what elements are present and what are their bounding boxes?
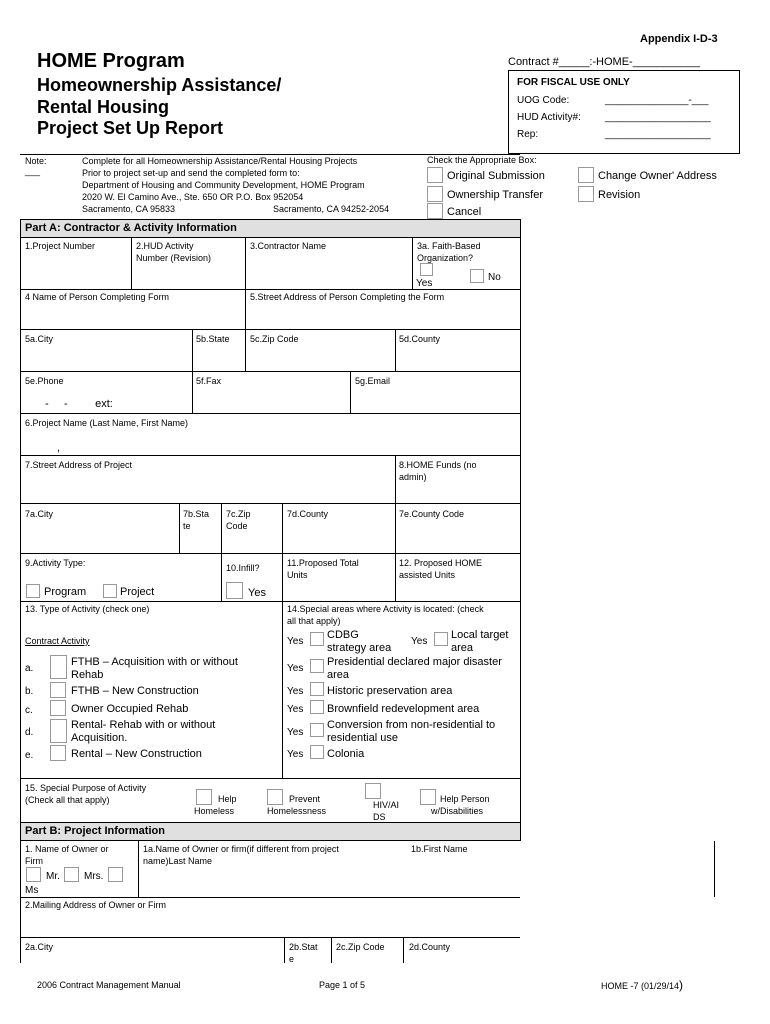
brownfield-yes-label: Yes	[287, 704, 304, 715]
help-homeless-label: Help	[218, 794, 237, 804]
state-7b-label-2: te	[183, 521, 191, 531]
prevent-homelessness-label: Prevent	[289, 794, 321, 804]
change-owner-address-label: Change Owner' Address	[598, 170, 717, 182]
check-box-heading: Check the Appropriate Box:	[427, 155, 537, 165]
state-5b-label: 5b.State	[196, 334, 230, 344]
option-d-checkbox[interactable]	[50, 719, 67, 743]
rep-label: Rep:	[517, 129, 539, 140]
revision-checkbox[interactable]	[578, 186, 594, 202]
note-line1: Complete for all Homeownership Assistance/Rental Housing Projects	[82, 156, 358, 166]
local-target-label: Local target	[451, 629, 509, 641]
option-a-checkbox[interactable]	[50, 655, 67, 679]
note-label: Note:	[25, 156, 47, 166]
phone-field[interactable]: - - ext:	[45, 398, 113, 410]
local-target-checkbox[interactable]	[434, 632, 448, 646]
part-b-heading: Part B: Project Information	[20, 822, 521, 841]
zip-7c-label-2: Code	[226, 521, 248, 531]
project-checkbox[interactable]	[103, 584, 117, 598]
mrs-checkbox[interactable]	[64, 867, 79, 882]
special-areas-label: 14.Special areas where Activity is located: (check	[287, 604, 484, 614]
faith-based-no-label: No	[488, 272, 501, 283]
city-7a-label: 7a.City	[25, 509, 54, 519]
total-units-label: 11.Proposed Total	[287, 558, 359, 568]
project-label: Project	[120, 586, 155, 598]
footer-form-id	[601, 980, 683, 992]
zip-2c-label: 2c.Zip Code	[336, 942, 385, 952]
project-name-label: 6.Project Name (Last Name, First Name)	[25, 418, 189, 428]
project-number-label: 1.Project Number	[25, 241, 96, 251]
historic-yes-label: Yes	[287, 686, 304, 697]
note-line2: Prior to project set-up and send the completed form to:	[82, 168, 300, 178]
county-2d-label: 2d.County	[409, 942, 451, 952]
infill-yes-label: Yes	[248, 587, 266, 599]
hud-activity-label: HUD Activity#:	[517, 112, 581, 123]
presidential-label-2: area	[327, 669, 350, 681]
conversion-label: Conversion from non-residential to	[327, 719, 496, 731]
hud-activity-field[interactable]: ___________________	[605, 112, 711, 123]
owner-name-label-2: Firm	[25, 856, 43, 866]
option-b-label: b.	[25, 686, 34, 697]
help-homeless-label-2: Homeless	[194, 806, 235, 816]
original-submission-label: Original Submission	[447, 170, 545, 182]
option-a-text: FTHB – Acquisition with or without	[71, 656, 238, 668]
help-disabilities-checkbox[interactable]	[420, 789, 436, 805]
note-underline: ___	[25, 166, 41, 176]
special-purpose-label-2: (Check all that apply)	[25, 795, 110, 805]
county-code-7e-label: 7e.County Code	[399, 509, 465, 519]
activity-type-label: 9.Activity Type:	[25, 558, 86, 568]
ownership-transfer-label: Ownership Transfer	[447, 189, 543, 201]
type-of-activity-label: 13. Type of Activity (check one)	[25, 604, 150, 614]
page-title-line3: Rental Housing	[37, 97, 170, 117]
option-d-label: d.	[25, 727, 34, 738]
page-title-line1: HOME Program	[37, 50, 185, 72]
zip-7c-label: 7c.Zip	[226, 509, 251, 519]
fiscal-heading: FOR FISCAL USE ONLY	[517, 77, 630, 88]
conversion-checkbox[interactable]	[310, 723, 324, 737]
hiv-aids-label: HIV/AI	[373, 800, 400, 810]
uog-label: UOG Code:	[517, 95, 570, 106]
prevent-homelessness-checkbox[interactable]	[267, 789, 283, 805]
hiv-aids-label-2: DS	[373, 812, 386, 822]
person-completing-label: 4 Name of Person Completing Form	[25, 292, 170, 302]
cdbg-label: CDBG	[327, 629, 359, 641]
contract-activity-label: Contract Activity	[25, 636, 90, 646]
infill-yes-checkbox[interactable]	[226, 582, 243, 599]
option-e-label: e.	[25, 750, 34, 761]
home-assisted-units-label-2: assisted Units	[399, 570, 456, 580]
brownfield-checkbox[interactable]	[310, 700, 324, 714]
rep-field[interactable]: ___________________	[605, 129, 711, 140]
cdbg-yes-label: Yes	[287, 636, 304, 647]
home-assisted-units-label: 12. Proposed HOME	[399, 558, 483, 568]
project-name-field[interactable]: ,	[57, 442, 61, 454]
option-c-checkbox[interactable]	[50, 700, 66, 716]
home-funds-label-2: admin)	[399, 472, 427, 482]
faith-based-yes-label: Yes	[416, 278, 433, 289]
note-line5a: Sacramento, CA 95833	[82, 204, 176, 214]
appendix-label: Appendix I-D-3	[640, 33, 718, 45]
owner-name-label: 1. Name of Owner or	[25, 844, 109, 854]
option-a-text-2: Rehab	[71, 669, 104, 681]
cancel-checkbox[interactable]	[427, 203, 443, 219]
conversion-label-2: residential use	[327, 732, 398, 744]
cancel-label: Cancel	[447, 206, 482, 218]
colonia-yes-label: Yes	[287, 749, 304, 760]
note-line4: 2020 W. El Camino Ave., Ste. 650 OR P.O. Box 952054	[82, 192, 304, 202]
project-street-label: 7.Street Address of Project	[25, 460, 133, 470]
presidential-yes-label: Yes	[287, 663, 304, 674]
state-7b-label: 7b.Sta	[183, 509, 210, 519]
zip-5c-label: 5c.Zip Code	[250, 334, 299, 344]
fax-5f-label: 5f.Fax	[196, 376, 222, 386]
option-e-checkbox[interactable]	[50, 745, 66, 761]
page-title-line2: Homeownership Assistance/	[37, 75, 282, 95]
historic-label: Historic preservation area	[327, 685, 453, 697]
faith-based-no-checkbox[interactable]	[470, 269, 484, 283]
special-purpose-label: 15. Special Purpose of Activity	[25, 783, 147, 793]
cdbg-label-2: strategy area	[327, 642, 392, 654]
original-submission-checkbox[interactable]	[427, 167, 443, 183]
faith-based-label-2: Organization?	[417, 253, 474, 263]
ownership-transfer-checkbox[interactable]	[427, 186, 443, 202]
help-homeless-checkbox[interactable]	[196, 789, 212, 805]
faith-based-yes-checkbox[interactable]	[420, 263, 433, 276]
change-owner-address-checkbox[interactable]	[578, 167, 594, 183]
help-disabilities-label-2: w/Disabilities	[431, 806, 484, 816]
conversion-yes-label: Yes	[287, 727, 304, 738]
page-title-line4: Project Set Up Report	[37, 118, 224, 138]
historic-checkbox[interactable]	[310, 682, 324, 696]
hiv-aids-checkbox[interactable]	[365, 783, 381, 799]
owner-first-name-label: 1b.First Name	[411, 844, 468, 854]
option-e-text: Rental – New Construction	[71, 748, 202, 760]
revision-label: Revision	[598, 189, 641, 201]
option-d-text-2: Acquisition.	[71, 732, 128, 744]
cdbg-checkbox[interactable]	[310, 632, 324, 646]
county-7d-label: 7d.County	[287, 509, 329, 519]
prevent-homelessness-label-2: Homelessness	[267, 806, 327, 816]
option-a-label: a.	[25, 663, 34, 674]
special-areas-label-2: all that apply)	[287, 616, 341, 626]
option-d-text: Rental- Rehab with or without	[71, 719, 216, 731]
note-line5b: Sacramento, CA 94252-2054	[273, 204, 390, 214]
state-2b-label: 2b.Stat	[289, 942, 318, 952]
mr-checkbox[interactable]	[26, 867, 41, 882]
home-funds-label: 8.HOME Funds (no	[399, 460, 477, 470]
program-label: Program	[44, 586, 87, 598]
county-5d-label: 5d.County	[399, 334, 441, 344]
mailing-address-label: 2.Mailing Address of Owner or Firm	[25, 900, 167, 910]
hud-activity-number-label: 2.HUD Activity	[136, 241, 194, 251]
state-2b-label-2: e	[289, 954, 295, 964]
program-checkbox[interactable]	[26, 584, 40, 598]
presidential-checkbox[interactable]	[310, 659, 324, 673]
hud-activity-number-label-2: Number (Revision)	[136, 253, 212, 263]
option-b-checkbox[interactable]	[50, 682, 66, 698]
mrs-label: Mrs.	[84, 871, 104, 882]
ms-checkbox[interactable]	[108, 867, 123, 882]
owner-last-name-label: 1a.Name of Owner or firm(if different from project	[143, 844, 339, 854]
city-5a-label: 5a.City	[25, 334, 54, 344]
footer-manual: 2006 Contract Management Manual	[37, 980, 181, 990]
option-c-label: c.	[25, 705, 33, 716]
part-a-heading: Part A: Contractor & Activity Information	[20, 219, 521, 238]
contractor-name-label: 3.Contractor Name	[250, 241, 327, 251]
infill-label: 10.Infill?	[226, 563, 260, 573]
presidential-label: Presidential declared major disaster	[327, 656, 502, 668]
brownfield-label: Brownfield redevelopment area	[327, 703, 480, 715]
colonia-label: Colonia	[327, 748, 365, 760]
colonia-checkbox[interactable]	[310, 745, 324, 759]
city-2a-label: 2a.City	[25, 942, 54, 952]
email-5g-label: 5g.Email	[355, 376, 391, 386]
contract-number-field[interactable]: Contract #_____:-HOME-___________	[508, 56, 701, 68]
option-b-text: FTHB – New Construction	[71, 685, 199, 697]
mr-label: Mr.	[46, 871, 60, 882]
person-street-label: 5.Street Address of Person Completing the Form	[250, 292, 445, 302]
note-line3: Department of Housing and Community Development, HOME Program	[82, 180, 365, 190]
total-units-label-2: Units	[287, 570, 308, 580]
faith-based-label: 3a. Faith-Based	[417, 241, 481, 251]
fiscal-use-box	[508, 70, 740, 154]
footer-form-id-text: HOME -7 (01/29/14	[601, 981, 680, 991]
option-c-text: Owner Occupied Rehab	[71, 703, 189, 715]
uog-code-field[interactable]: _______________-___	[605, 95, 709, 106]
help-disabilities-label: Help Person	[440, 794, 490, 804]
local-yes-label: Yes	[411, 636, 428, 647]
local-target-label-2: area	[451, 642, 474, 654]
footer-page-number: Page 1 of 5	[319, 980, 366, 990]
footer-form-id-paren: )	[679, 978, 684, 992]
phone-5e-label: 5e.Phone	[25, 376, 64, 386]
ms-label: Ms	[25, 885, 39, 896]
owner-last-name-label-2: name)Last Name	[143, 856, 213, 866]
